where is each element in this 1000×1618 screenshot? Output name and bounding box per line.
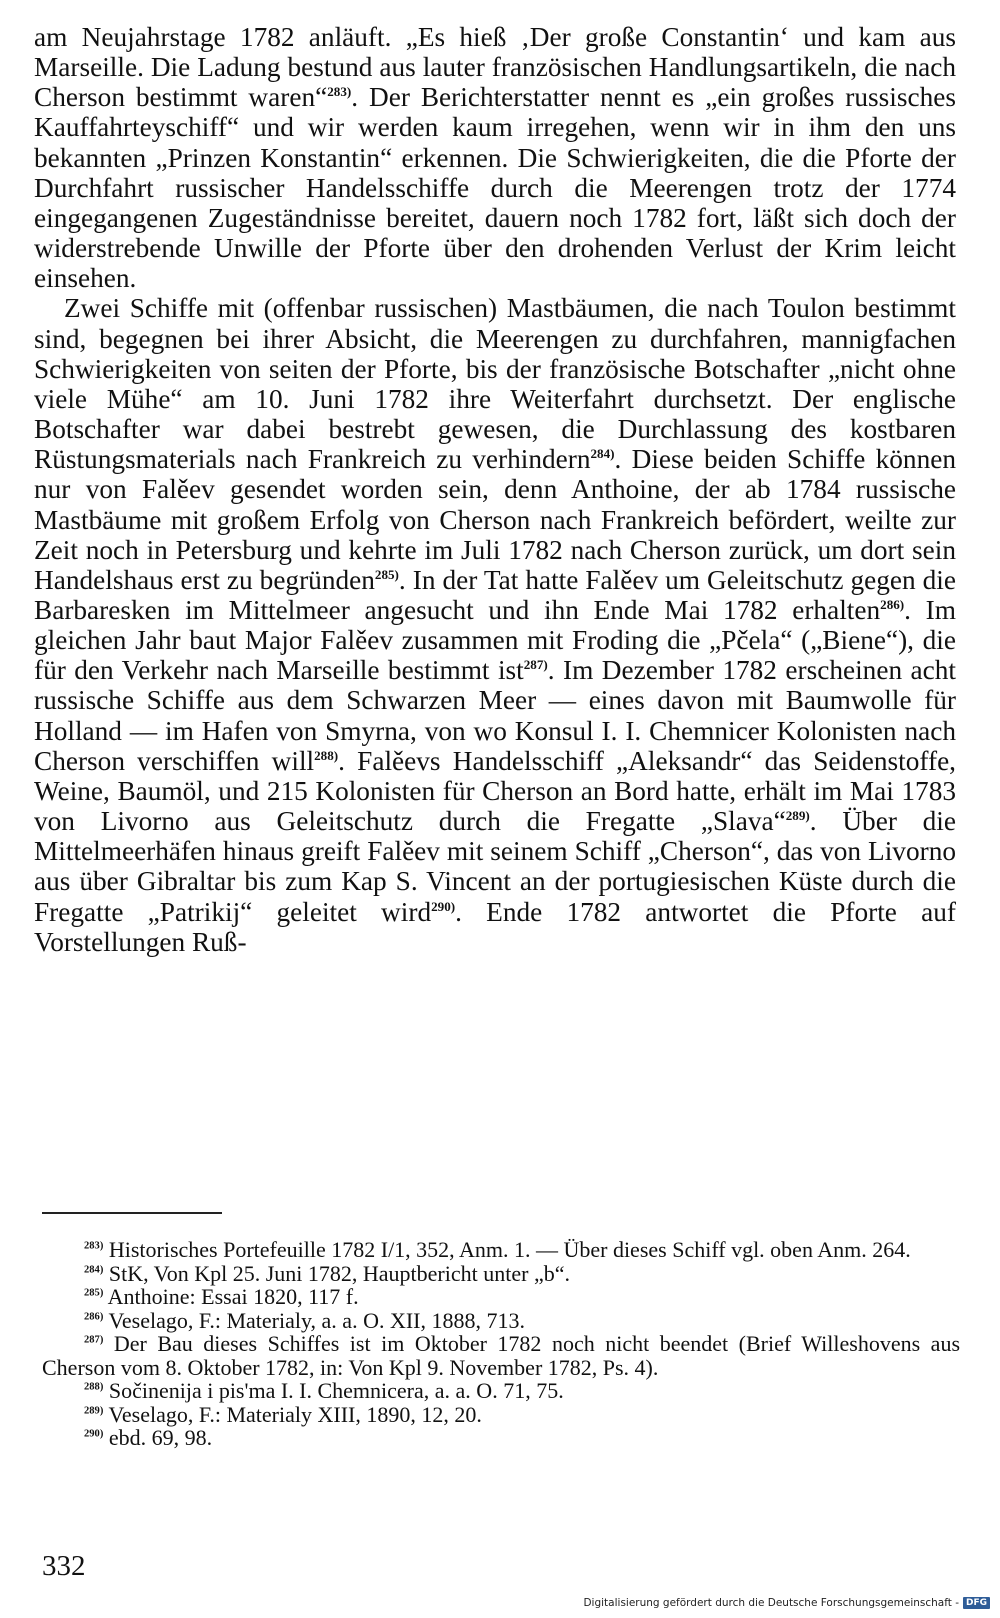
- text-run: . Diese beiden Schiffe können nur von Falěev gesendet worden sein, denn Anthoine, der ab 1784 russische Mastbäume mit großem Erfolg von Cherson nach Frankreich befördert, weilte zur Zeit noch in Petersburg und kehrte im Juli 1782 nach Cherson zurück, um dort sein Handelshaus erst zu begründen: [34, 444, 956, 595]
- paragraph-2: [34, 293, 956, 956]
- footnote-divider: [42, 1212, 222, 1214]
- footnote-text: ebd. 69, 98.: [108, 1425, 213, 1450]
- footnotes: [42, 1238, 960, 1450]
- footnote-ref-287: 287): [523, 657, 548, 673]
- footnote-ref-286: 286): [880, 596, 905, 612]
- footnote-number: 287): [84, 1334, 104, 1346]
- book-page: [34, 22, 961, 1612]
- page-number: 332: [42, 1550, 86, 1582]
- text-run: . Im Dezember 1782 erscheinen acht russische Schiffe aus dem Schwarzen Meer — eines davon mit Baumwolle für Holland — im Hafen von Smyrna, von wo Konsul I. I. Chemnicer Kolonisten nach Cherson verschiffen will: [34, 655, 956, 776]
- digitization-credit-text: Digitalisierung gefördert durch die Deutsche Forschungsgemeinschaft -: [583, 1597, 959, 1609]
- footnote-text: Sočinenija i pis'ma I. I. Chemnicera, a. a. O. 71, 75.: [108, 1378, 564, 1403]
- footnote-number: 286): [84, 1311, 104, 1323]
- footnote-284: [42, 1262, 960, 1286]
- footnote-text: StK, Von Kpl 25. Juni 1782, Hauptbericht unter „b“.: [108, 1260, 570, 1286]
- footnote-ref-290: 290): [431, 898, 456, 914]
- footnote-number: 283): [84, 1240, 104, 1252]
- text-run: Zwei Schiffe mit (offenbar russischen) Mastbäumen, die nach Toulon bestimmt sind, begegnen bei ihrer Absicht, die Meerengen zu durchfahren, mannigfachen Schwierigkeiten von seiten der Pforte, bis der französische Botschafter „nicht ohne viele Mühe“ am 10. Juni 1782 ihre Weiterfahrt durchsetzt. Der englische Botschafter war dabei bestrebt gewesen, die Durchlassung des kostbaren Rüstungsmaterials nach Frankreich zu verhindern: [34, 293, 956, 475]
- footnote-283: [42, 1238, 960, 1262]
- footnote-number: 288): [84, 1381, 104, 1393]
- footnote-text: Der Bau dieses Schiffes ist im Oktober 1782 noch nicht beendet (Brief Willeshovens aus Cherson vom 8. Oktober 1782, in: Von Kpl 9. November 1782, Ps. 4).: [42, 1331, 961, 1380]
- dfg-logo-icon: DFG: [963, 1597, 990, 1609]
- footnote-ref-285: 285): [374, 566, 399, 582]
- text-run: . Über die Mittelmeerhäfen hinaus greift Falěev mit seinem Schiff „Cherson“, das von Livorno aus über Gibraltar bis zum Kap S. Vincent an der portugiesischen Küste durch die Fregatte „Patrikij“ geleitet wird: [34, 806, 956, 927]
- paragraph-1: [34, 22, 956, 293]
- footnote-number: 284): [84, 1264, 104, 1276]
- footnote-ref-288: 288): [314, 747, 339, 763]
- text-run: . Der Berichterstatter nennt es „ein großes russisches Kauffahrteyschiff“ und wir werden kaum irregehen, wenn wir in ihm den uns bekannten „Prinzen Konstantin“ erkennen. Die Schwierigkeiten, die die Pforte der Durchfahrt russischer Handelsschiffe durch die Meerengen trotz der 1774 eingegangenen Zugeständnisse bereitet, dauern noch 1782 fort, läßt sich doch der widerstrebende Unwille der Pforte über den drohenden Verlust der Krim leicht einsehen.: [34, 82, 957, 294]
- footnote-number: 289): [84, 1405, 104, 1417]
- footnote-286: [42, 1309, 960, 1333]
- footnote-287: [42, 1332, 960, 1379]
- text-run: . In der Tat hatte Falěev um Geleitschutz gegen die Barbaresken im Mittelmeer angesucht und ihn Ende Mai 1782 erhalten: [34, 564, 956, 625]
- footnote-text: Historisches Portefeuille 1782 I/1, 352, Anm. 1. — Über dieses Schiff vgl. oben Anm. 264.: [108, 1237, 911, 1262]
- digitization-credit: [583, 1596, 990, 1610]
- footnote-ref-283: 283): [327, 84, 352, 100]
- footnote-number: 285): [84, 1287, 104, 1299]
- footnote-288: [42, 1379, 960, 1403]
- footnote-text: Anthoine: Essai 1820, 117 f.: [107, 1284, 359, 1309]
- footnote-ref-289: 289): [785, 807, 810, 823]
- main-text: [34, 22, 956, 957]
- footnote-ref-284: 284): [590, 446, 615, 462]
- footnote-text: Veselago, F.: Materialy, a. a. O. XII, 1888, 713.: [108, 1307, 526, 1333]
- text-run: . Ende 1782 antwortet die Pforte auf Vorstellungen Ruß-: [34, 896, 956, 957]
- footnote-289: [42, 1403, 960, 1427]
- text-run: . Falěevs Handelsschiff „Aleksandr“ das Seidenstoffe, Weine, Baumöl, und 215 Kolonisten für Cherson an Bord hatte, erhält im Mai 1783 von Livorno aus Geleitschutz durch die Fregatte „Slava“: [34, 745, 957, 837]
- footnote-290: [42, 1426, 960, 1450]
- footnote-text: Veselago, F.: Materialy XIII, 1890, 12, 20.: [108, 1401, 482, 1427]
- text-run: . Im gleichen Jahr baut Major Falěev zusammen mit Froding die „Pčela“ („Biene“), die für den Verkehr nach Marseille bestimmt ist: [34, 594, 956, 686]
- text-run: am Neujahrstage 1782 anläuft. „Es hieß ‚Der große Constantin‘ und kam aus Marseille. Die Ladung bestund aus lauter französischen Handlungsartikeln, die nach Cherson bestimmt waren“: [34, 22, 956, 113]
- footnote-285: [42, 1285, 960, 1309]
- footnote-number: 290): [84, 1428, 104, 1440]
